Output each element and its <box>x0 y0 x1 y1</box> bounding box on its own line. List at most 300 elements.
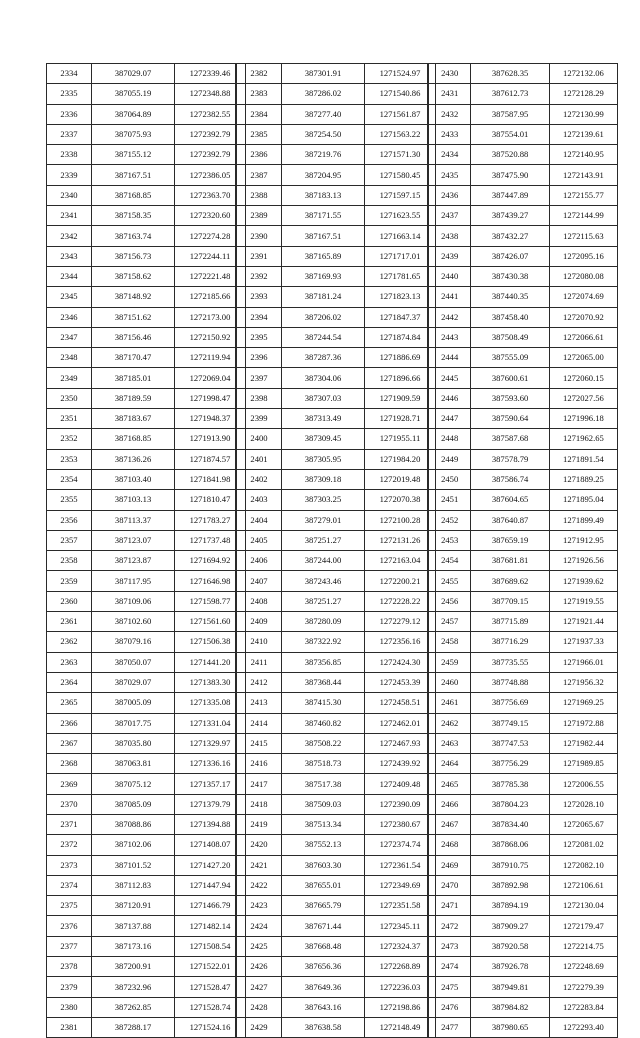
table-row <box>236 571 436 591</box>
table-row <box>47 875 246 895</box>
y-coordinate-cell: 1272214.75 <box>549 936 617 956</box>
table-row <box>428 672 618 692</box>
x-coordinate-cell: 387681.81 <box>471 551 550 571</box>
table-row <box>236 1017 436 1037</box>
x-coordinate-cell: 387167.51 <box>282 226 365 246</box>
table-block-2 <box>235 63 436 1038</box>
point-number-cell: 2389 <box>236 206 282 226</box>
y-coordinate-cell: 1271998.47 <box>175 388 246 408</box>
x-coordinate-cell: 387926.78 <box>471 957 550 977</box>
y-coordinate-cell: 1271466.79 <box>175 896 246 916</box>
x-coordinate-cell: 387649.36 <box>282 977 365 997</box>
x-coordinate-cell: 387603.30 <box>282 855 365 875</box>
y-coordinate-cell: 1271528.74 <box>175 997 246 1017</box>
point-number-cell: 2420 <box>236 835 282 855</box>
x-coordinate-cell: 387305.95 <box>282 449 365 469</box>
table-row <box>428 814 618 834</box>
table-row <box>428 266 618 286</box>
x-coordinate-cell: 387136.26 <box>92 449 175 469</box>
y-coordinate-cell: 1272065.67 <box>549 814 617 834</box>
y-coordinate-cell: 1272080.08 <box>549 266 617 286</box>
point-number-cell: 2387 <box>236 165 282 185</box>
y-coordinate-cell: 1271913.90 <box>175 429 246 449</box>
table-row <box>428 774 618 794</box>
point-number-cell: 2369 <box>47 774 92 794</box>
x-coordinate-cell: 387520.88 <box>471 145 550 165</box>
point-number-cell: 2355 <box>47 490 92 510</box>
table-row <box>428 84 618 104</box>
point-number-cell: 2471 <box>428 896 471 916</box>
x-coordinate-cell: 387552.13 <box>282 835 365 855</box>
point-number-cell: 2438 <box>428 226 471 246</box>
x-coordinate-cell: 387868.06 <box>471 835 550 855</box>
y-coordinate-cell: 1271508.54 <box>175 936 246 956</box>
x-coordinate-cell: 387984.82 <box>471 997 550 1017</box>
table-row <box>428 571 618 591</box>
table-row <box>47 104 246 124</box>
table-row <box>236 672 436 692</box>
y-coordinate-cell: 1272221.48 <box>175 266 246 286</box>
x-coordinate-cell: 387834.40 <box>471 814 550 834</box>
point-number-cell: 2428 <box>236 997 282 1017</box>
table-row <box>236 652 436 672</box>
table-row <box>428 713 618 733</box>
y-coordinate-cell: 1272382.55 <box>175 104 246 124</box>
point-number-cell: 2403 <box>236 490 282 510</box>
table-row <box>428 368 618 388</box>
table-row <box>47 429 246 449</box>
x-coordinate-cell: 387287.36 <box>282 348 365 368</box>
table-row <box>47 754 246 774</box>
table-row <box>236 206 436 226</box>
x-coordinate-cell: 387163.74 <box>92 226 175 246</box>
table-row <box>236 612 436 632</box>
x-coordinate-cell: 387102.60 <box>92 612 175 632</box>
point-number-cell: 2476 <box>428 997 471 1017</box>
table-row <box>428 794 618 814</box>
y-coordinate-cell: 1272467.93 <box>365 733 436 753</box>
point-number-cell: 2383 <box>236 84 282 104</box>
y-coordinate-cell: 1271783.27 <box>175 510 246 530</box>
point-number-cell: 2408 <box>236 591 282 611</box>
table-row <box>428 530 618 550</box>
x-coordinate-cell: 387200.91 <box>92 957 175 977</box>
table-row <box>428 612 618 632</box>
point-number-cell: 2415 <box>236 733 282 753</box>
y-coordinate-cell: 1271524.97 <box>365 64 436 84</box>
y-coordinate-cell: 1272279.39 <box>549 977 617 997</box>
x-coordinate-cell: 387158.35 <box>92 206 175 226</box>
table-row <box>236 429 436 449</box>
x-coordinate-cell: 387356.85 <box>282 652 365 672</box>
table-row <box>428 145 618 165</box>
table-row <box>47 855 246 875</box>
x-coordinate-cell: 387017.75 <box>92 713 175 733</box>
point-number-cell: 2373 <box>47 855 92 875</box>
x-coordinate-cell: 387280.09 <box>282 612 365 632</box>
table-row <box>47 206 246 226</box>
x-coordinate-cell: 387612.73 <box>471 84 550 104</box>
point-number-cell: 2349 <box>47 368 92 388</box>
y-coordinate-cell: 1272424.30 <box>365 652 436 672</box>
point-number-cell: 2465 <box>428 774 471 794</box>
table-row <box>236 510 436 530</box>
y-coordinate-cell: 1272139.61 <box>549 124 617 144</box>
table-row <box>428 246 618 266</box>
x-coordinate-cell: 387716.29 <box>471 632 550 652</box>
point-number-cell: 2378 <box>47 957 92 977</box>
x-coordinate-cell: 387244.54 <box>282 327 365 347</box>
x-coordinate-cell: 387232.96 <box>92 977 175 997</box>
table-row <box>428 469 618 489</box>
y-coordinate-cell: 1272143.91 <box>549 165 617 185</box>
y-coordinate-cell: 1271427.20 <box>175 855 246 875</box>
y-coordinate-cell: 1271597.15 <box>365 185 436 205</box>
point-number-cell: 2384 <box>236 104 282 124</box>
table-row <box>236 409 436 429</box>
y-coordinate-cell: 1272320.60 <box>175 206 246 226</box>
point-number-cell: 2441 <box>428 287 471 307</box>
table-row <box>236 591 436 611</box>
x-coordinate-cell: 387167.51 <box>92 165 175 185</box>
point-number-cell: 2470 <box>428 875 471 895</box>
table-row <box>47 814 246 834</box>
point-number-cell: 2455 <box>428 571 471 591</box>
point-number-cell: 2354 <box>47 469 92 489</box>
point-number-cell: 2393 <box>236 287 282 307</box>
x-coordinate-cell: 387050.07 <box>92 652 175 672</box>
y-coordinate-cell: 1271694.92 <box>175 551 246 571</box>
table-row <box>47 145 246 165</box>
point-number-cell: 2353 <box>47 449 92 469</box>
x-coordinate-cell: 387102.06 <box>92 835 175 855</box>
point-number-cell: 2407 <box>236 571 282 591</box>
table-row <box>47 409 246 429</box>
point-number-cell: 2359 <box>47 571 92 591</box>
point-number-cell: 2454 <box>428 551 471 571</box>
y-coordinate-cell: 1272060.15 <box>549 368 617 388</box>
point-number-cell: 2366 <box>47 713 92 733</box>
y-coordinate-cell: 1272283.84 <box>549 997 617 1017</box>
x-coordinate-cell: 387183.67 <box>92 409 175 429</box>
table-row <box>428 997 618 1017</box>
table-row <box>47 64 246 84</box>
x-coordinate-cell: 387035.80 <box>92 733 175 753</box>
point-number-cell: 2436 <box>428 185 471 205</box>
y-coordinate-cell: 1271874.57 <box>175 449 246 469</box>
point-number-cell: 2410 <box>236 632 282 652</box>
point-number-cell: 2424 <box>236 916 282 936</box>
table-row <box>47 652 246 672</box>
point-number-cell: 2473 <box>428 936 471 956</box>
y-coordinate-cell: 1272380.67 <box>365 814 436 834</box>
x-coordinate-cell: 387432.27 <box>471 226 550 246</box>
y-coordinate-cell: 1272274.28 <box>175 226 246 246</box>
point-number-cell: 2396 <box>236 348 282 368</box>
x-coordinate-cell: 387909.27 <box>471 916 550 936</box>
table-row <box>236 733 436 753</box>
table-row <box>47 733 246 753</box>
x-coordinate-cell: 387155.12 <box>92 145 175 165</box>
point-number-cell: 2380 <box>47 997 92 1017</box>
point-number-cell: 2464 <box>428 754 471 774</box>
y-coordinate-cell: 1271896.66 <box>365 368 436 388</box>
table-row <box>236 957 436 977</box>
x-coordinate-cell: 387892.98 <box>471 875 550 895</box>
x-coordinate-cell: 387368.44 <box>282 672 365 692</box>
x-coordinate-cell: 387447.89 <box>471 185 550 205</box>
point-number-cell: 2453 <box>428 530 471 550</box>
y-coordinate-cell: 1272349.69 <box>365 875 436 895</box>
y-coordinate-cell: 1271984.20 <box>365 449 436 469</box>
x-coordinate-cell: 387322.92 <box>282 632 365 652</box>
x-coordinate-cell: 387183.13 <box>282 185 365 205</box>
point-number-cell: 2341 <box>47 206 92 226</box>
x-coordinate-cell: 387668.48 <box>282 936 365 956</box>
x-coordinate-cell: 387185.01 <box>92 368 175 388</box>
x-coordinate-cell: 387458.40 <box>471 307 550 327</box>
table-row <box>47 713 246 733</box>
table-row <box>428 875 618 895</box>
table-row <box>428 287 618 307</box>
x-coordinate-cell: 387189.59 <box>92 388 175 408</box>
table-row <box>428 591 618 611</box>
table-row <box>236 754 436 774</box>
table-row <box>236 368 436 388</box>
y-coordinate-cell: 1272339.46 <box>175 64 246 84</box>
x-coordinate-cell: 387735.55 <box>471 652 550 672</box>
point-number-cell: 2444 <box>428 348 471 368</box>
y-coordinate-cell: 1271737.48 <box>175 530 246 550</box>
point-number-cell: 2386 <box>236 145 282 165</box>
point-number-cell: 2337 <box>47 124 92 144</box>
table-row <box>47 612 246 632</box>
table-row <box>236 104 436 124</box>
point-number-cell: 2346 <box>47 307 92 327</box>
table-row <box>428 185 618 205</box>
x-coordinate-cell: 387656.36 <box>282 957 365 977</box>
table-row <box>47 84 246 104</box>
x-coordinate-cell: 387123.07 <box>92 530 175 550</box>
y-coordinate-cell: 1271969.25 <box>549 693 617 713</box>
point-number-cell: 2395 <box>236 327 282 347</box>
table-row <box>428 226 618 246</box>
table-row <box>428 693 618 713</box>
table-row <box>47 165 246 185</box>
y-coordinate-cell: 1271962.65 <box>549 429 617 449</box>
point-number-cell: 2430 <box>428 64 471 84</box>
x-coordinate-cell: 387749.15 <box>471 713 550 733</box>
point-number-cell: 2459 <box>428 652 471 672</box>
table-row <box>236 551 436 571</box>
table-row <box>47 368 246 388</box>
table-row <box>428 733 618 753</box>
table-row <box>47 977 246 997</box>
y-coordinate-cell: 1272361.54 <box>365 855 436 875</box>
point-number-cell: 2466 <box>428 794 471 814</box>
x-coordinate-cell: 387689.62 <box>471 571 550 591</box>
x-coordinate-cell: 387440.35 <box>471 287 550 307</box>
x-coordinate-cell: 387586.74 <box>471 469 550 489</box>
x-coordinate-cell: 387279.01 <box>282 510 365 530</box>
y-coordinate-cell: 1272386.05 <box>175 165 246 185</box>
point-number-cell: 2356 <box>47 510 92 530</box>
x-coordinate-cell: 387165.89 <box>282 246 365 266</box>
y-coordinate-cell: 1272173.00 <box>175 307 246 327</box>
x-coordinate-cell: 387949.81 <box>471 977 550 997</box>
point-number-cell: 2374 <box>47 875 92 895</box>
point-number-cell: 2423 <box>236 896 282 916</box>
table-row <box>428 957 618 977</box>
y-coordinate-cell: 1271939.62 <box>549 571 617 591</box>
y-coordinate-cell: 1272244.11 <box>175 246 246 266</box>
x-coordinate-cell: 387063.81 <box>92 754 175 774</box>
y-coordinate-cell: 1272115.63 <box>549 226 617 246</box>
table-row <box>47 551 246 571</box>
x-coordinate-cell: 387055.19 <box>92 84 175 104</box>
x-coordinate-cell: 387307.03 <box>282 388 365 408</box>
x-coordinate-cell: 387064.89 <box>92 104 175 124</box>
y-coordinate-cell: 1271357.17 <box>175 774 246 794</box>
y-coordinate-cell: 1271899.49 <box>549 510 617 530</box>
y-coordinate-cell: 1272081.02 <box>549 835 617 855</box>
point-number-cell: 2397 <box>236 368 282 388</box>
table-row <box>236 145 436 165</box>
point-number-cell: 2445 <box>428 368 471 388</box>
point-number-cell: 2404 <box>236 510 282 530</box>
y-coordinate-cell: 1271891.54 <box>549 449 617 469</box>
x-coordinate-cell: 387415.30 <box>282 693 365 713</box>
table-row <box>47 672 246 692</box>
table-row <box>236 693 436 713</box>
y-coordinate-cell: 1271989.85 <box>549 754 617 774</box>
y-coordinate-cell: 1271408.07 <box>175 835 246 855</box>
x-coordinate-cell: 387254.50 <box>282 124 365 144</box>
point-number-cell: 2345 <box>47 287 92 307</box>
y-coordinate-cell: 1272462.01 <box>365 713 436 733</box>
table-block-1 <box>46 63 246 1038</box>
table-row <box>428 490 618 510</box>
y-coordinate-cell: 1271823.13 <box>365 287 436 307</box>
point-number-cell: 2450 <box>428 469 471 489</box>
y-coordinate-cell: 1271886.69 <box>365 348 436 368</box>
x-coordinate-cell: 387262.85 <box>92 997 175 1017</box>
y-coordinate-cell: 1272185.66 <box>175 287 246 307</box>
table-row <box>428 348 618 368</box>
table-row <box>428 388 618 408</box>
y-coordinate-cell: 1272439.92 <box>365 754 436 774</box>
y-coordinate-cell: 1271937.33 <box>549 632 617 652</box>
x-coordinate-cell: 387181.24 <box>282 287 365 307</box>
x-coordinate-cell: 387117.95 <box>92 571 175 591</box>
x-coordinate-cell: 387555.09 <box>471 348 550 368</box>
x-coordinate-cell: 387671.44 <box>282 916 365 936</box>
y-coordinate-cell: 1271926.56 <box>549 551 617 571</box>
y-coordinate-cell: 1271336.16 <box>175 754 246 774</box>
x-coordinate-cell: 387590.64 <box>471 409 550 429</box>
x-coordinate-cell: 387137.88 <box>92 916 175 936</box>
table-row <box>47 936 246 956</box>
point-number-cell: 2398 <box>236 388 282 408</box>
x-coordinate-cell: 387156.73 <box>92 246 175 266</box>
table-row <box>47 997 246 1017</box>
table-row <box>47 449 246 469</box>
x-coordinate-cell: 387910.75 <box>471 855 550 875</box>
table-row <box>428 551 618 571</box>
x-coordinate-cell: 387517.38 <box>282 774 365 794</box>
table-row <box>428 896 618 916</box>
point-number-cell: 2400 <box>236 429 282 449</box>
point-number-cell: 2379 <box>47 977 92 997</box>
point-number-cell: 2399 <box>236 409 282 429</box>
point-number-cell: 2391 <box>236 246 282 266</box>
point-number-cell: 2434 <box>428 145 471 165</box>
y-coordinate-cell: 1272140.95 <box>549 145 617 165</box>
point-number-cell: 2405 <box>236 530 282 550</box>
x-coordinate-cell: 387715.89 <box>471 612 550 632</box>
x-coordinate-cell: 387709.15 <box>471 591 550 611</box>
x-coordinate-cell: 387304.06 <box>282 368 365 388</box>
table-row <box>428 936 618 956</box>
table-row <box>47 490 246 510</box>
y-coordinate-cell: 1271895.04 <box>549 490 617 510</box>
y-coordinate-cell: 1272228.22 <box>365 591 436 611</box>
x-coordinate-cell: 387120.91 <box>92 896 175 916</box>
table-row <box>47 185 246 205</box>
table-row <box>236 124 436 144</box>
y-coordinate-cell: 1271912.95 <box>549 530 617 550</box>
table-row <box>47 388 246 408</box>
point-number-cell: 2350 <box>47 388 92 408</box>
point-number-cell: 2377 <box>47 936 92 956</box>
x-coordinate-cell: 387518.73 <box>282 754 365 774</box>
point-number-cell: 2382 <box>236 64 282 84</box>
x-coordinate-cell: 387251.27 <box>282 591 365 611</box>
y-coordinate-cell: 1271919.55 <box>549 591 617 611</box>
y-coordinate-cell: 1271996.18 <box>549 409 617 429</box>
point-number-cell: 2385 <box>236 124 282 144</box>
x-coordinate-cell: 387313.49 <box>282 409 365 429</box>
y-coordinate-cell: 1272390.09 <box>365 794 436 814</box>
point-number-cell: 2357 <box>47 530 92 550</box>
x-coordinate-cell: 387593.60 <box>471 388 550 408</box>
y-coordinate-cell: 1272082.10 <box>549 855 617 875</box>
x-coordinate-cell: 387309.45 <box>282 429 365 449</box>
point-number-cell: 2417 <box>236 774 282 794</box>
x-coordinate-cell: 387748.88 <box>471 672 550 692</box>
point-number-cell: 2475 <box>428 977 471 997</box>
table-row <box>47 774 246 794</box>
point-number-cell: 2368 <box>47 754 92 774</box>
x-coordinate-cell: 387029.07 <box>92 64 175 84</box>
x-coordinate-cell: 387665.79 <box>282 896 365 916</box>
table-row <box>236 307 436 327</box>
point-number-cell: 2461 <box>428 693 471 713</box>
y-coordinate-cell: 1272095.16 <box>549 246 617 266</box>
table-row <box>236 266 436 286</box>
y-coordinate-cell: 1271331.04 <box>175 713 246 733</box>
point-number-cell: 2446 <box>428 388 471 408</box>
y-coordinate-cell: 1272074.69 <box>549 287 617 307</box>
x-coordinate-cell: 387643.16 <box>282 997 365 1017</box>
table-row <box>236 185 436 205</box>
point-number-cell: 2365 <box>47 693 92 713</box>
table-row <box>47 591 246 611</box>
y-coordinate-cell: 1272027.56 <box>549 388 617 408</box>
table-row <box>236 449 436 469</box>
point-number-cell: 2422 <box>236 875 282 895</box>
y-coordinate-cell: 1272392.79 <box>175 145 246 165</box>
